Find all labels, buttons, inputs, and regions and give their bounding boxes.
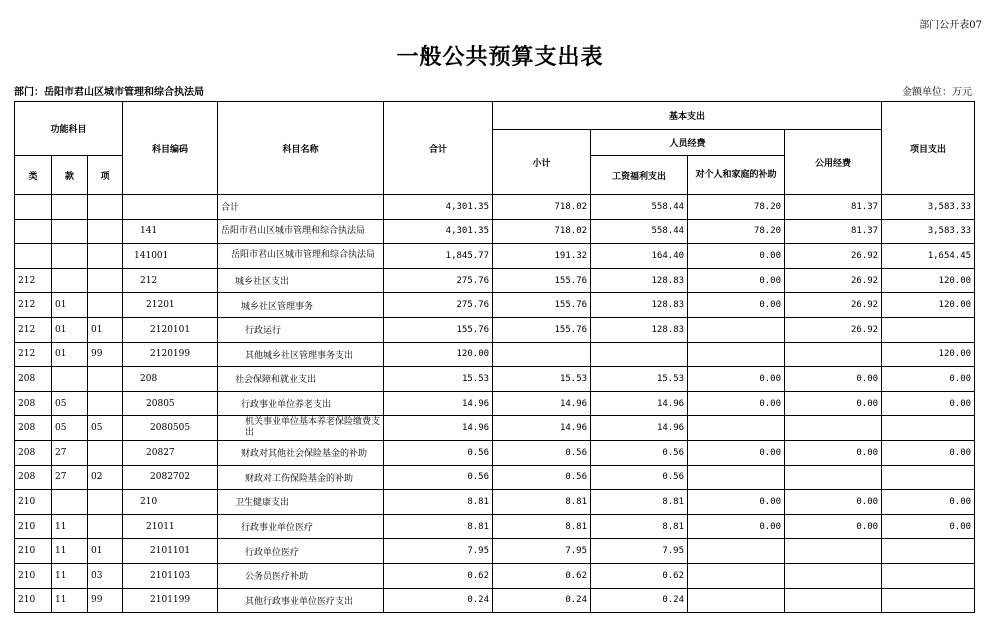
cell-lei: 208 (15, 367, 52, 392)
cell-kuan: 27 (52, 440, 88, 465)
cell-family-subsidy (688, 317, 785, 342)
table-row (15, 317, 975, 342)
cell-subject-name: 行政事业单位养老支出 (218, 391, 384, 416)
cell-total: 4,301.35 (384, 219, 493, 244)
cell-total: 0.62 (384, 563, 493, 588)
cell-subject-code: 20805 (123, 391, 218, 416)
cell-subtotal: 718.02 (493, 219, 591, 244)
cell-kuan: 05 (52, 391, 88, 416)
cell-lei: 208 (15, 440, 52, 465)
cell-subject-code: 2101103 (123, 563, 218, 588)
cell-wages-welfare: 128.83 (591, 317, 688, 342)
cell-public-funds: 26.92 (785, 293, 882, 318)
cell-public-funds (785, 465, 882, 490)
cell-family-subsidy: 0.00 (688, 490, 785, 515)
cell-lei: 208 (15, 465, 52, 490)
cell-lei: 210 (15, 490, 52, 515)
cell-total: 0.24 (384, 588, 493, 613)
cell-subject-name: 岳阳市君山区城市管理和综合执法局 (218, 219, 384, 244)
table-row (15, 514, 975, 539)
cell-xiang (88, 268, 123, 293)
table-row (15, 195, 975, 220)
cell-lei: 212 (15, 293, 52, 318)
header-subtotal: 小计 (493, 130, 591, 195)
cell-subject-name: 行政运行 (218, 317, 384, 342)
cell-lei (15, 244, 52, 269)
cell-lei (15, 219, 52, 244)
cell-total: 8.81 (384, 514, 493, 539)
header-project-expenditure: 项目支出 (882, 102, 975, 195)
cell-wages-welfare: 14.96 (591, 391, 688, 416)
cell-project-expenditure: 0.00 (882, 440, 975, 465)
cell-public-funds: 0.00 (785, 490, 882, 515)
cell-project-expenditure: 1,654.45 (882, 244, 975, 269)
header-total: 合计 (384, 102, 493, 195)
table-row (15, 490, 975, 515)
cell-lei: 210 (15, 563, 52, 588)
cell-family-subsidy: 0.00 (688, 293, 785, 318)
cell-kuan: 11 (52, 539, 88, 564)
cell-subject-code: 2120199 (123, 342, 218, 367)
cell-public-funds: 0.00 (785, 440, 882, 465)
cell-kuan (52, 367, 88, 392)
cell-project-expenditure (882, 416, 975, 441)
cell-project-expenditure (882, 465, 975, 490)
cell-total: 0.56 (384, 440, 493, 465)
cell-lei: 212 (15, 317, 52, 342)
cell-project-expenditure: 3,583.33 (882, 219, 975, 244)
header-lei: 类 (15, 156, 52, 195)
cell-public-funds (785, 588, 882, 613)
cell-subject-code: 21011 (123, 514, 218, 539)
cell-kuan (52, 490, 88, 515)
cell-wages-welfare: 14.96 (591, 416, 688, 441)
cell-xiang: 99 (88, 588, 123, 613)
cell-project-expenditure (882, 539, 975, 564)
cell-public-funds: 26.92 (785, 244, 882, 269)
cell-wages-welfare: 0.62 (591, 563, 688, 588)
cell-wages-welfare: 558.44 (591, 219, 688, 244)
cell-family-subsidy: 78.20 (688, 219, 785, 244)
cell-family-subsidy (688, 563, 785, 588)
cell-public-funds: 0.00 (785, 367, 882, 392)
cell-lei: 208 (15, 416, 52, 441)
cell-total: 120.00 (384, 342, 493, 367)
cell-subtotal: 14.96 (493, 416, 591, 441)
cell-xiang (88, 195, 123, 220)
table-row (15, 539, 975, 564)
form-number: 部门公开表07 (919, 20, 982, 31)
table-row (15, 416, 975, 441)
cell-wages-welfare: 8.81 (591, 490, 688, 515)
cell-subject-code: 141 (123, 219, 218, 244)
cell-subtotal: 0.62 (493, 563, 591, 588)
header-xiang: 项 (88, 156, 123, 195)
cell-subject-code: 141001 (123, 244, 218, 269)
header-subject-name: 科目名称 (218, 102, 384, 195)
cell-subject-code: 212 (123, 268, 218, 293)
cell-wages-welfare: 0.24 (591, 588, 688, 613)
cell-subtotal: 8.81 (493, 514, 591, 539)
cell-family-subsidy (688, 342, 785, 367)
cell-subject-code: 20827 (123, 440, 218, 465)
cell-family-subsidy (688, 416, 785, 441)
cell-lei: 212 (15, 342, 52, 367)
table-row (15, 588, 975, 613)
cell-xiang: 05 (88, 416, 123, 441)
cell-subject-name: 行政单位医疗 (218, 539, 384, 564)
cell-public-funds: 0.00 (785, 391, 882, 416)
cell-subtotal (493, 342, 591, 367)
cell-subtotal: 15.53 (493, 367, 591, 392)
cell-total: 0.56 (384, 465, 493, 490)
cell-public-funds: 26.92 (785, 317, 882, 342)
cell-project-expenditure: 0.00 (882, 490, 975, 515)
cell-total: 1,845.77 (384, 244, 493, 269)
cell-family-subsidy (688, 539, 785, 564)
header-personnel-funds: 人员经费 (591, 130, 785, 156)
cell-kuan (52, 219, 88, 244)
table-row (15, 268, 975, 293)
table-row (15, 244, 975, 269)
cell-subject-name: 合计 (218, 195, 384, 220)
header-subject-code: 科目编码 (123, 102, 218, 195)
cell-subtotal: 0.56 (493, 465, 591, 490)
cell-family-subsidy (688, 588, 785, 613)
cell-subtotal: 155.76 (493, 317, 591, 342)
page-title: 一般公共预算支出表 (396, 44, 604, 70)
cell-kuan: 27 (52, 465, 88, 490)
cell-subject-code (123, 195, 218, 220)
cell-kuan: 05 (52, 416, 88, 441)
cell-family-subsidy (688, 465, 785, 490)
cell-xiang: 01 (88, 539, 123, 564)
cell-subject-code: 2120101 (123, 317, 218, 342)
cell-xiang: 02 (88, 465, 123, 490)
cell-subject-name: 岳阳市君山区城市管理和综合执法局 (218, 244, 384, 269)
cell-kuan: 01 (52, 342, 88, 367)
table-row (15, 465, 975, 490)
header-public-funds: 公用经费 (785, 130, 882, 195)
cell-kuan: 01 (52, 317, 88, 342)
cell-project-expenditure (882, 317, 975, 342)
cell-xiang (88, 219, 123, 244)
cell-project-expenditure: 0.00 (882, 367, 975, 392)
cell-total: 14.96 (384, 416, 493, 441)
table-row (15, 563, 975, 588)
cell-project-expenditure: 0.00 (882, 391, 975, 416)
cell-xiang (88, 514, 123, 539)
cell-wages-welfare: 128.83 (591, 268, 688, 293)
cell-project-expenditure: 3,583.33 (882, 195, 975, 220)
cell-kuan: 11 (52, 588, 88, 613)
table-header (15, 102, 975, 195)
cell-subtotal: 8.81 (493, 490, 591, 515)
cell-subject-code: 2101199 (123, 588, 218, 613)
cell-public-funds (785, 563, 882, 588)
cell-kuan: 01 (52, 293, 88, 318)
cell-kuan (52, 195, 88, 220)
cell-subject-name: 机关事业单位基本养老保险缴费支出 (218, 416, 384, 441)
cell-family-subsidy: 0.00 (688, 268, 785, 293)
cell-family-subsidy: 0.00 (688, 440, 785, 465)
table-body (15, 195, 975, 613)
cell-family-subsidy: 0.00 (688, 244, 785, 269)
cell-subject-name: 其他城乡社区管理事务支出 (218, 342, 384, 367)
cell-subject-name: 其他行政事业单位医疗支出 (218, 588, 384, 613)
cell-subject-name: 财政对工伤保险基金的补助 (218, 465, 384, 490)
cell-kuan (52, 268, 88, 293)
cell-total: 8.81 (384, 490, 493, 515)
cell-total: 15.53 (384, 367, 493, 392)
cell-kuan: 11 (52, 514, 88, 539)
cell-wages-welfare: 15.53 (591, 367, 688, 392)
cell-lei (15, 195, 52, 220)
cell-total: 275.76 (384, 293, 493, 318)
cell-xiang (88, 490, 123, 515)
header-basic-expenditure: 基本支出 (493, 102, 882, 130)
cell-subtotal: 155.76 (493, 293, 591, 318)
cell-xiang (88, 440, 123, 465)
cell-subject-name: 城乡社区支出 (218, 268, 384, 293)
cell-total: 14.96 (384, 391, 493, 416)
cell-public-funds (785, 416, 882, 441)
cell-lei: 210 (15, 514, 52, 539)
cell-kuan (52, 244, 88, 269)
cell-project-expenditure: 120.00 (882, 268, 975, 293)
cell-subject-code: 2101101 (123, 539, 218, 564)
header-kuan: 款 (52, 156, 88, 195)
cell-wages-welfare: 7.95 (591, 539, 688, 564)
cell-lei: 210 (15, 588, 52, 613)
cell-public-funds: 81.37 (785, 219, 882, 244)
cell-wages-welfare: 128.83 (591, 293, 688, 318)
amount-unit-label: 金额单位：万元 (902, 87, 972, 98)
table-row (15, 440, 975, 465)
cell-project-expenditure: 120.00 (882, 293, 975, 318)
cell-subtotal: 155.76 (493, 268, 591, 293)
cell-public-funds: 0.00 (785, 514, 882, 539)
cell-family-subsidy: 0.00 (688, 514, 785, 539)
header-family-subsidy: 对个人和家庭的补助 (688, 156, 785, 195)
cell-family-subsidy: 0.00 (688, 367, 785, 392)
cell-subject-name: 城乡社区管理事务 (218, 293, 384, 318)
cell-xiang (88, 391, 123, 416)
cell-public-funds (785, 539, 882, 564)
cell-total: 275.76 (384, 268, 493, 293)
cell-xiang (88, 367, 123, 392)
cell-family-subsidy: 0.00 (688, 391, 785, 416)
cell-lei: 208 (15, 391, 52, 416)
cell-public-funds (785, 342, 882, 367)
cell-wages-welfare: 164.40 (591, 244, 688, 269)
budget-expenditure-table (14, 101, 975, 613)
table-row (15, 391, 975, 416)
header-wages-welfare: 工资福利支出 (591, 156, 688, 195)
cell-kuan: 11 (52, 563, 88, 588)
cell-xiang: 01 (88, 317, 123, 342)
cell-subject-name: 财政对其他社会保险基金的补助 (218, 440, 384, 465)
table-row (15, 219, 975, 244)
cell-xiang (88, 293, 123, 318)
cell-subtotal: 14.96 (493, 391, 591, 416)
cell-total: 155.76 (384, 317, 493, 342)
cell-subject-name: 社会保障和就业支出 (218, 367, 384, 392)
cell-project-expenditure (882, 563, 975, 588)
cell-wages-welfare (591, 342, 688, 367)
cell-lei: 212 (15, 268, 52, 293)
cell-wages-welfare: 0.56 (591, 440, 688, 465)
cell-subtotal: 718.02 (493, 195, 591, 220)
cell-subject-code: 2082702 (123, 465, 218, 490)
cell-wages-welfare: 8.81 (591, 514, 688, 539)
cell-family-subsidy: 78.20 (688, 195, 785, 220)
cell-subtotal: 7.95 (493, 539, 591, 564)
cell-subtotal: 0.56 (493, 440, 591, 465)
cell-subject-name: 卫生健康支出 (218, 490, 384, 515)
cell-subject-code: 208 (123, 367, 218, 392)
cell-total: 7.95 (384, 539, 493, 564)
cell-subject-code: 21201 (123, 293, 218, 318)
cell-xiang: 03 (88, 563, 123, 588)
cell-wages-welfare: 0.56 (591, 465, 688, 490)
cell-subject-code: 210 (123, 490, 218, 515)
table-row (15, 342, 975, 367)
cell-xiang: 99 (88, 342, 123, 367)
cell-public-funds: 26.92 (785, 268, 882, 293)
cell-subject-code: 2080505 (123, 416, 218, 441)
cell-subject-name: 行政事业单位医疗 (218, 514, 384, 539)
cell-subtotal: 191.32 (493, 244, 591, 269)
cell-subtotal: 0.24 (493, 588, 591, 613)
cell-lei: 210 (15, 539, 52, 564)
table-row (15, 293, 975, 318)
cell-project-expenditure: 0.00 (882, 514, 975, 539)
cell-wages-welfare: 558.44 (591, 195, 688, 220)
cell-xiang (88, 244, 123, 269)
table-row (15, 367, 975, 392)
cell-public-funds: 81.37 (785, 195, 882, 220)
header-function-subject: 功能科目 (15, 102, 123, 156)
cell-subject-name: 公务员医疗补助 (218, 563, 384, 588)
cell-total: 4,301.35 (384, 195, 493, 220)
department-label: 部门：岳阳市君山区城市管理和综合执法局 (14, 87, 204, 98)
cell-project-expenditure: 120.00 (882, 342, 975, 367)
cell-project-expenditure (882, 588, 975, 613)
